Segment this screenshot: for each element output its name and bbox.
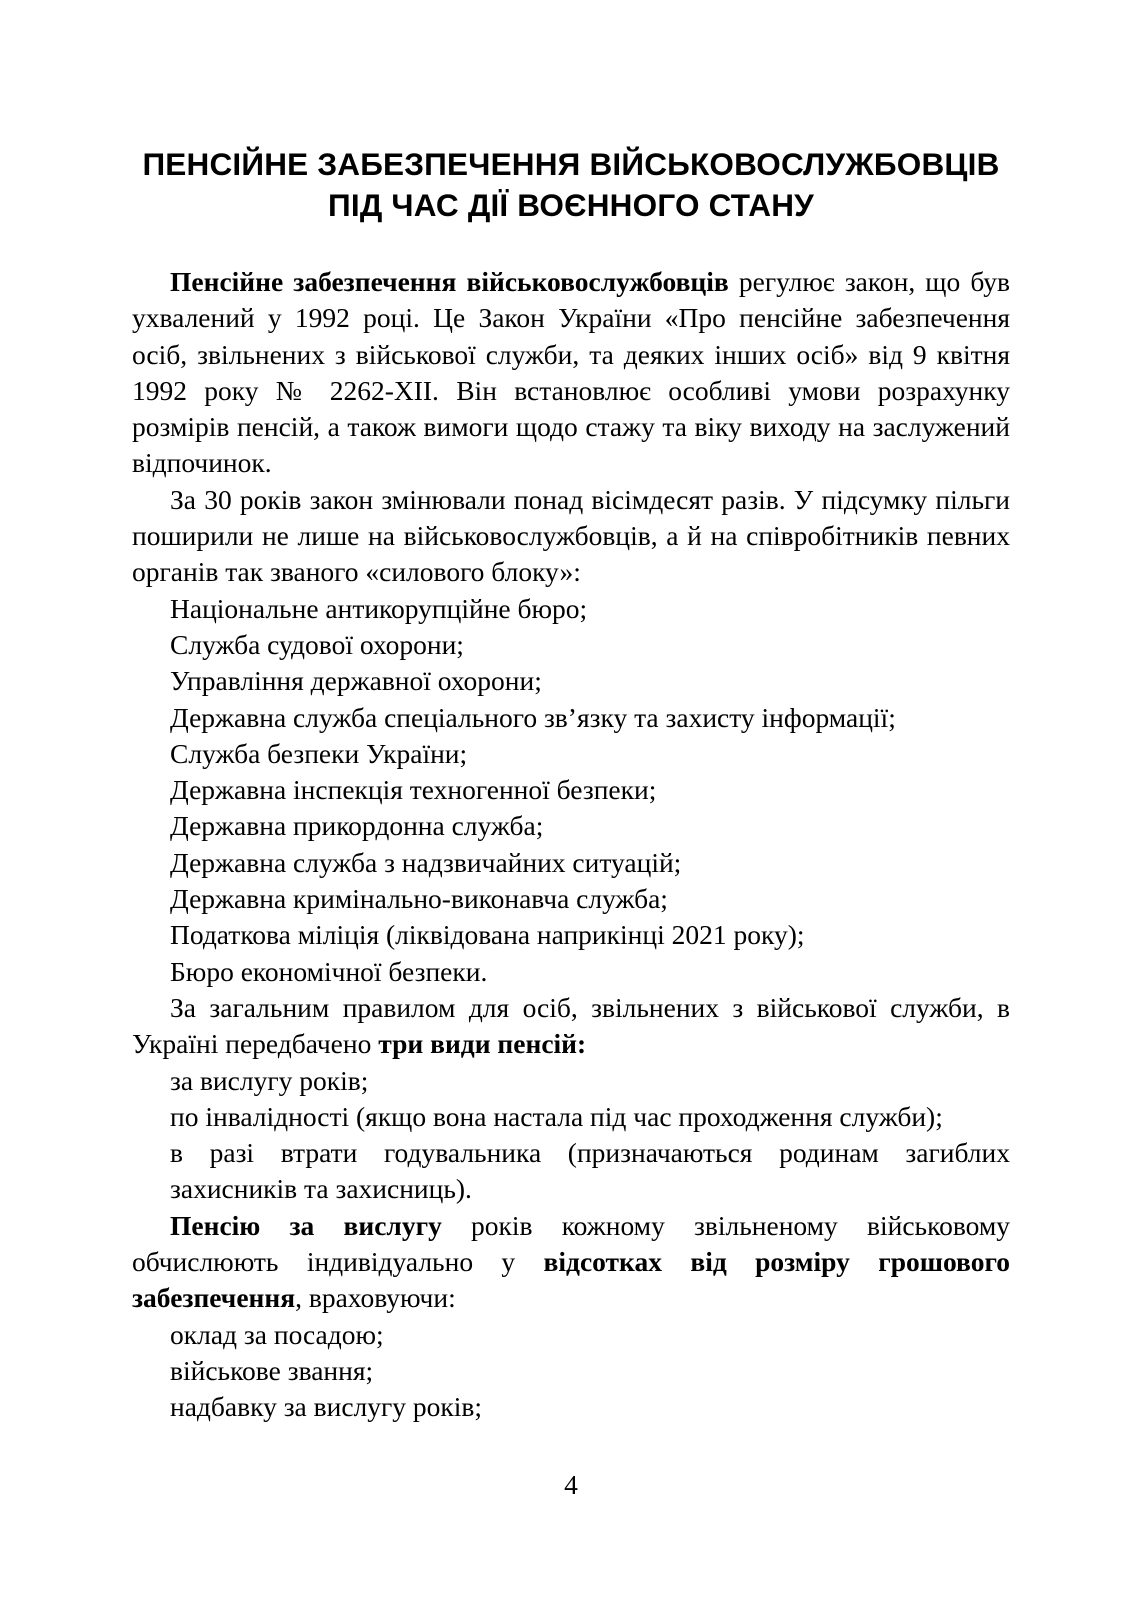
paragraph-pension-types-bold: три види пенсій:: [378, 1028, 587, 1060]
paragraph-pension-types: [132, 990, 1010, 1063]
list-item: Державна прикордонна служба;: [170, 810, 544, 842]
paragraph-amendments: За 30 років закон змінювали понад вісімдесят разів. У підсумку пільги поширили не лише на військовослужбовців, а й на співробітників певних органів так званого «силового блоку»:: [132, 483, 1010, 588]
list-item: Державна інспекція техногенної безпеки;: [170, 774, 657, 806]
list-item: Державна кримінально-виконавча служба;: [170, 883, 668, 915]
list-item: Служба судової охорони;: [170, 628, 464, 660]
list-item: Управління державної охорони;: [170, 665, 542, 697]
list-item: в разі втрати годувальника (призначаються родинам загиблих захисників та захисниць).: [170, 1137, 1010, 1205]
paragraph-pension-types-text: За загальним правилом для осіб, звільнених з військової служби, в Україні передбачено: [132, 991, 1010, 1060]
list-item: оклад за посадою;: [170, 1318, 384, 1350]
page-title-line-2: ПІД ЧАС ДІЇ ВОЄННОГО СТАНУ: [328, 187, 814, 223]
paragraph-seniority-pension-tail: , враховуючи:: [295, 1282, 456, 1314]
list-item: військове звання;: [170, 1354, 374, 1386]
list-item: Державна служба спеціального зв’язку та захисту інформації;: [170, 701, 896, 733]
list-item: Бюро економічної безпеки.: [170, 955, 488, 987]
body-text: [132, 264, 1010, 1426]
paragraph-seniority-pension-lead: Пенсію за вислугу: [170, 1209, 442, 1241]
list-item: Національне антикорупційне бюро;: [170, 592, 588, 624]
page-number: 4: [564, 1469, 578, 1500]
paragraph-seniority-pension-mid: років кожному звільненому військовому обчислюють індивідуально у: [132, 1209, 1010, 1278]
list-item: надбавку за вислугу років;: [170, 1391, 483, 1423]
paragraph-seniority-pension: [132, 1208, 1010, 1317]
list-item: за вислугу років;: [170, 1064, 369, 1096]
paragraph-law-intro-rest: регулює закон, що був ухвалений у 1992 році. Це Закон України «Про пенсійне забезпечення осіб, звільнених з військової служби, та деяких інших осіб» від 9 квітня 1992 року № 2262-XII. Він встановлює особливі умови розрахунку розмірів пенсій, а також вимоги щодо стажу та віку виходу на заслужений відпочинок.: [132, 266, 1010, 479]
list-item: Служба безпеки України;: [170, 737, 468, 769]
page-content: [132, 144, 1010, 1426]
page-title: [132, 144, 1010, 226]
paragraph-law-intro: [132, 264, 1010, 482]
paragraph-law-intro-lead: Пенсійне забезпечення військовослужбовців: [170, 266, 729, 297]
paragraph-seniority-pension-bold: відсотках від розміру грошового забезпечення: [132, 1246, 1010, 1314]
page-title-line-1: ПЕНСІЙНЕ ЗАБЕЗПЕЧЕННЯ ВІЙСЬКОВОСЛУЖБОВЦІВ: [142, 146, 1000, 182]
list-item: Державна служба з надзвичайних ситуацій;: [170, 846, 682, 878]
list-item: по інвалідності (якщо вона настала під час проходження служби);: [170, 1100, 943, 1132]
list-item: Податкова міліція (ліквідована наприкінці 2021 року);: [170, 919, 805, 951]
